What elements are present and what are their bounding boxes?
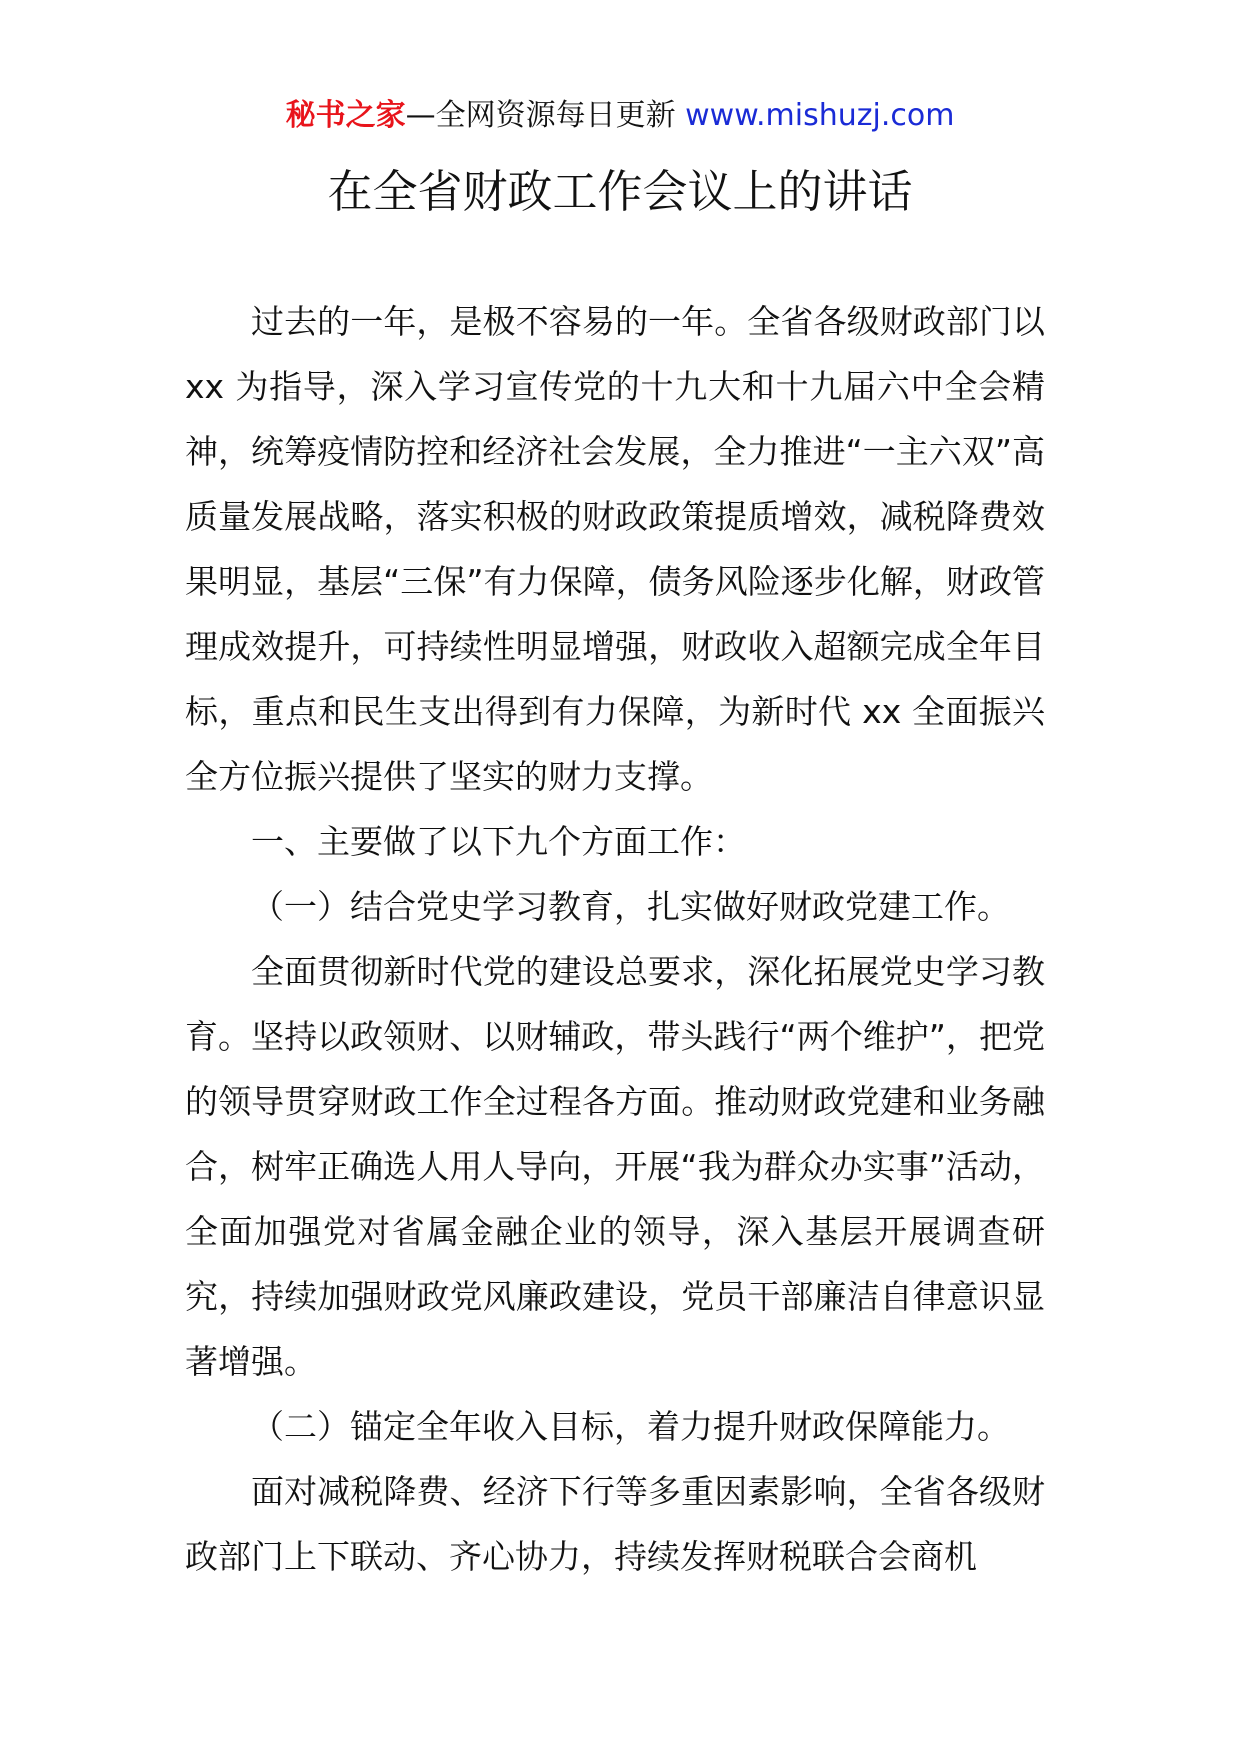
document-body: [185, 289, 1045, 1589]
site-banner: [0, 96, 1240, 136]
paragraph-party-building: 全面贯彻新时代党的建设总要求，深化拓展党史学习教育。坚持以政领财、以财辅政，带头践行“两个维护”，把党的领导贯穿财政工作全过程各方面。推动财政党建和业务融合，树牢正确选人用人导向，开展“我为群众办实事”活动，全面加强党对省属金融企业的领导，深入基层开展调查研究，持续加强财政党风廉政建设，党员干部廉洁自律意识显著增强。: [185, 952, 1045, 1381]
site-tagline: —全网资源每日更新: [405, 98, 686, 133]
subsection-heading-party-building: （一）结合党史学习教育，扎实做好财政党建工作。: [251, 887, 1010, 926]
paragraph-intro: 过去的一年，是极不容易的一年。全省各级财政部门以 xx 为指导，深入学习宣传党的十九大和十九届六中全会精神，统筹疫情防控和经济社会发展，全力推进“一主六双”高质量发展战略，落实积极的财政政策提质增效，减税降费效果明显，基层“三保”有力保障，债务风险逐步化解，财政管理成效提升，可持续性明显增强，财政收入超额完成全年目标，重点和民生支出得到有力保障，为新时代 xx 全面振兴全方位振兴提供了坚实的财力支撑。: [185, 302, 1045, 796]
paragraph-revenue-target: 面对减税降费、经济下行等多重因素影响，全省各级财政部门上下联动、齐心协力，持续发挥财税联合会商机: [185, 1472, 1045, 1576]
subsection-heading-revenue-target: （二）锚定全年收入目标，着力提升财政保障能力。: [251, 1407, 1010, 1446]
section-heading-main-work: 一、主要做了以下九个方面工作：: [251, 822, 746, 861]
site-url-link[interactable]: www.mishuzj.com: [685, 98, 955, 133]
site-brand: 秘书之家: [285, 98, 406, 133]
document-title: 在全省财政工作会议上的讲话: [327, 165, 913, 218]
